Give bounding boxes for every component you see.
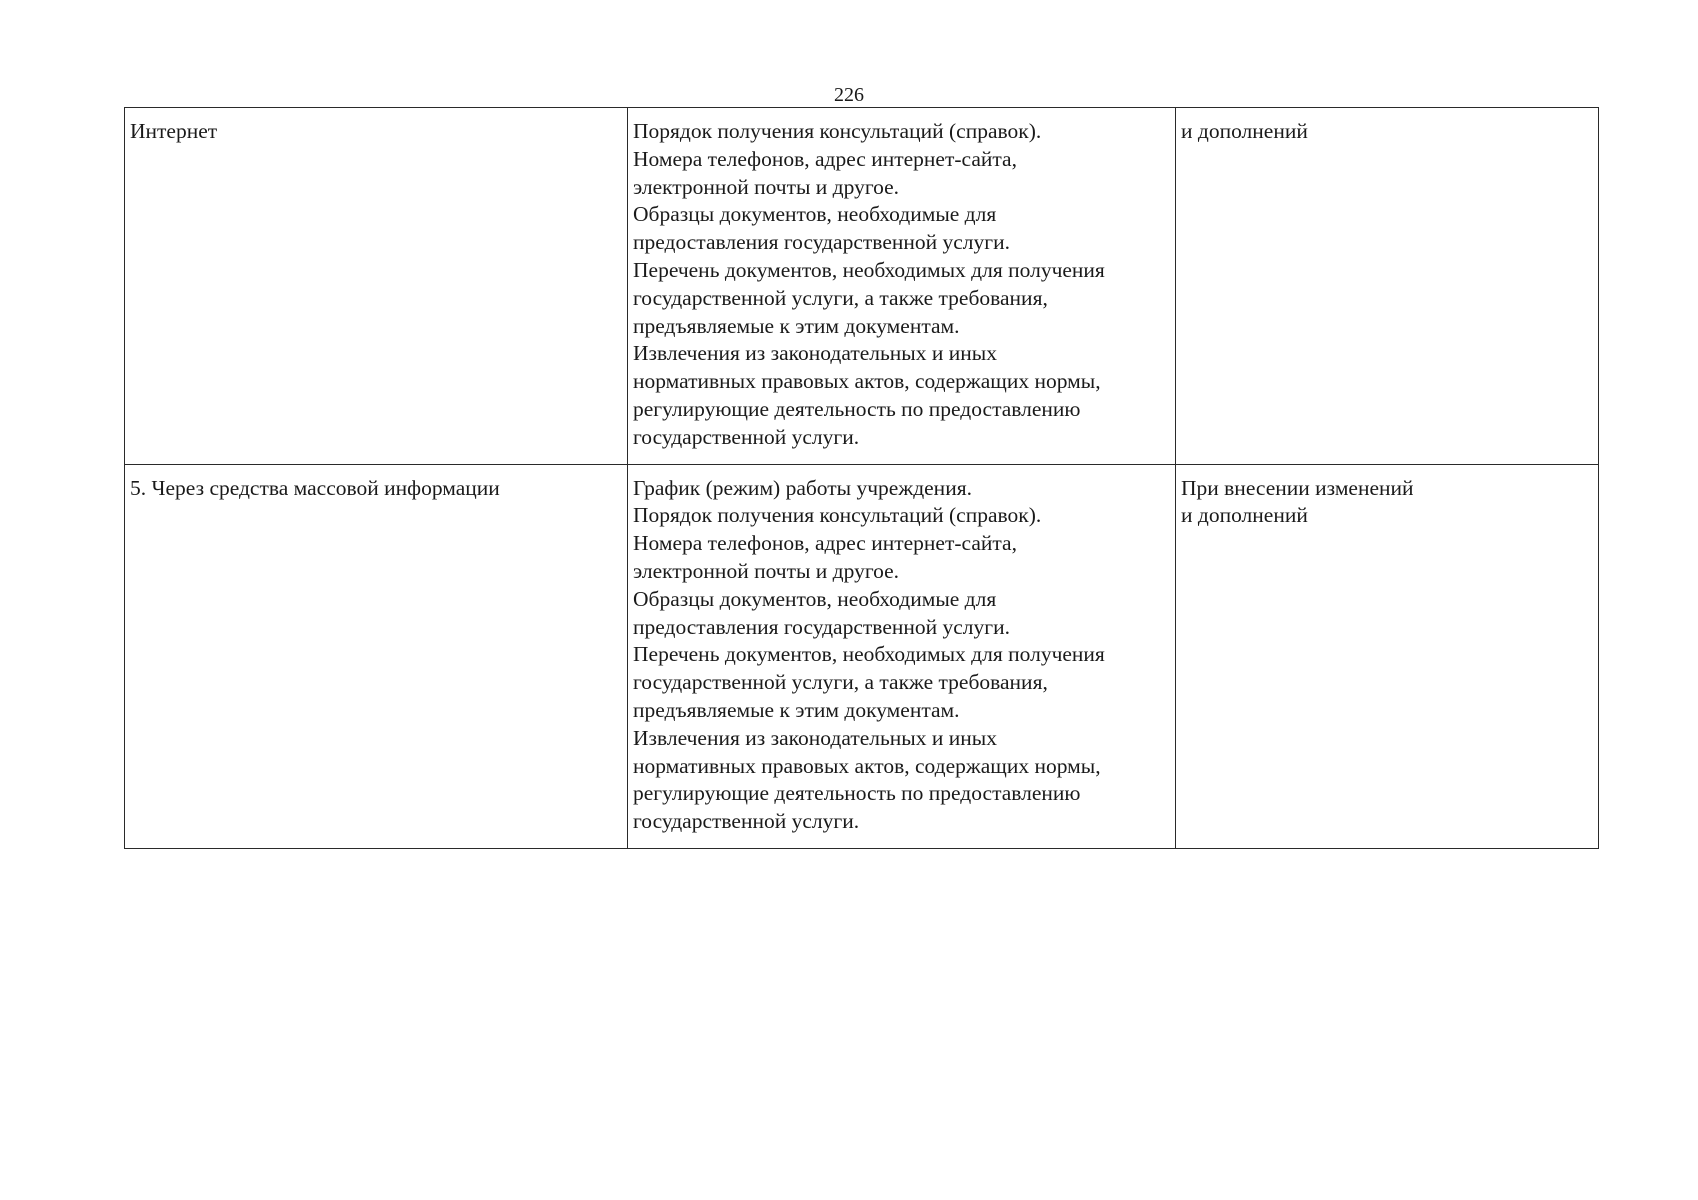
content-line: государственной услуги. — [633, 424, 860, 449]
content-cell — [628, 464, 1176, 848]
content-line: нормативных правовых актов, содержащих нормы, — [633, 369, 1101, 394]
table-row — [125, 108, 1599, 465]
channel-cell — [125, 464, 628, 848]
frequency-line: и дополнений — [1181, 503, 1308, 528]
content-line: предоставления государственной услуги. — [633, 230, 1010, 255]
frequency-cell — [1176, 108, 1599, 465]
page-number: 226 — [834, 84, 864, 106]
content-line: регулирующие деятельность по предоставлению — [633, 396, 1081, 421]
content-line: предъявляемые к этим документам. — [633, 313, 960, 338]
content-line: электронной почты и другое. — [633, 174, 900, 199]
content-line: Образцы документов, необходимые для — [633, 202, 997, 227]
content-line: Образцы документов, необходимые для — [633, 586, 997, 611]
frequency-line: При внесении изменений — [1181, 475, 1414, 500]
content-line: Перечень документов, необходимых для получения — [633, 642, 1105, 667]
content-line: Порядок получения консультаций (справок). — [633, 503, 1042, 528]
content-line: Извлечения из законодательных и иных — [633, 341, 997, 366]
content-line: Номера телефонов, адрес интернет-сайта, — [633, 146, 1017, 171]
content-line: График (режим) работы учреждения. — [633, 475, 972, 500]
content-line: Порядок получения консультаций (справок). — [633, 119, 1042, 143]
content-line: регулирующие деятельность по предоставлению — [633, 781, 1081, 806]
content-line: Номера телефонов, адрес интернет-сайта, — [633, 531, 1017, 556]
content-cell — [628, 108, 1176, 465]
content-line: предоставления государственной услуги. — [633, 614, 1010, 639]
content-line: нормативных правовых актов, содержащих нормы, — [633, 753, 1101, 778]
content-line: Извлечения из законодательных и иных — [633, 725, 997, 750]
content-line: государственной услуги, а также требования, — [633, 670, 1048, 695]
table-row — [125, 464, 1599, 848]
channel-text: 5. Через средства массовой информации — [130, 475, 500, 500]
info-table — [124, 107, 1599, 849]
content-line: Перечень документов, необходимых для получения — [633, 257, 1105, 282]
channel-text: Интернет — [130, 119, 218, 143]
content-line: государственной услуги, а также требования, — [633, 285, 1048, 310]
content-line: предъявляемые к этим документам. — [633, 697, 960, 722]
content-line: государственной услуги. — [633, 809, 860, 834]
content-line: электронной почты и другое. — [633, 558, 900, 583]
frequency-line: и дополнений — [1181, 119, 1308, 143]
channel-cell — [125, 108, 628, 465]
frequency-cell — [1176, 464, 1599, 848]
